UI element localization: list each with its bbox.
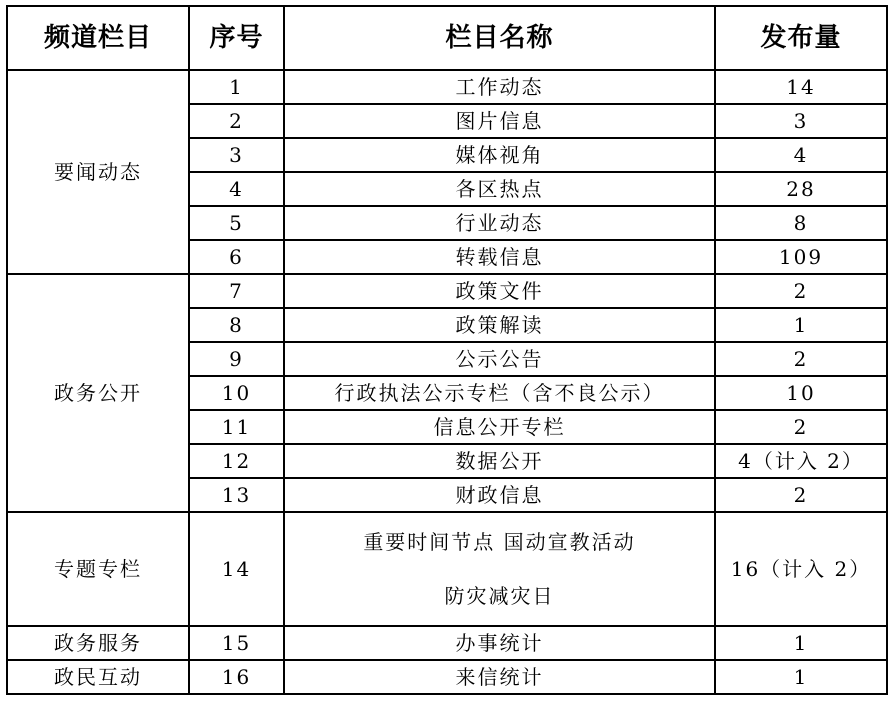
name-cell: 公示公告: [284, 342, 715, 376]
name-cell: 信息公开专栏: [284, 410, 715, 444]
name-cell: 来信统计: [284, 660, 715, 694]
count-cell: 1: [715, 626, 887, 660]
count-cell: 10: [715, 376, 887, 410]
index-cell: 10: [189, 376, 284, 410]
table-row: [7, 274, 887, 308]
table-row: [7, 512, 887, 626]
count-cell: 16（计入 2）: [715, 512, 887, 626]
count-cell: 3: [715, 104, 887, 138]
index-cell: 9: [189, 342, 284, 376]
index-cell: 15: [189, 626, 284, 660]
channel-cell: 要闻动态: [7, 70, 189, 274]
count-cell: 2: [715, 478, 887, 512]
table-row: [7, 660, 887, 694]
count-cell: 2: [715, 274, 887, 308]
name-cell: 图片信息: [284, 104, 715, 138]
count-cell: 28: [715, 172, 887, 206]
header-count: 发布量: [715, 6, 887, 70]
name-line: 重要时间节点 国动宣教活动: [363, 530, 636, 554]
publication-stats-table: [6, 5, 888, 695]
count-cell: 4: [715, 138, 887, 172]
name-cell: 行业动态: [284, 206, 715, 240]
channel-cell: 政民互动: [7, 660, 189, 694]
count-cell: 1: [715, 660, 887, 694]
index-cell: 16: [189, 660, 284, 694]
count-cell: 2: [715, 410, 887, 444]
name-cell: 办事统计: [284, 626, 715, 660]
table-row: [7, 626, 887, 660]
header-channel: 频道栏目: [7, 6, 189, 70]
index-cell: 4: [189, 172, 284, 206]
name-cell: 各区热点: [284, 172, 715, 206]
count-cell: 2: [715, 342, 887, 376]
index-cell: 3: [189, 138, 284, 172]
name-cell: 政策解读: [284, 308, 715, 342]
count-cell: 1: [715, 308, 887, 342]
name-cell: 行政执法公示专栏（含不良公示）: [284, 376, 715, 410]
header-row: [7, 6, 887, 70]
index-cell: 7: [189, 274, 284, 308]
name-cell: 媒体视角: [284, 138, 715, 172]
index-cell: 6: [189, 240, 284, 274]
name-cell: 政策文件: [284, 274, 715, 308]
index-cell: 5: [189, 206, 284, 240]
count-cell: 4（计入 2）: [715, 444, 887, 478]
count-cell: 109: [715, 240, 887, 274]
channel-cell: 政务公开: [7, 274, 189, 512]
index-cell: 8: [189, 308, 284, 342]
table-row: [7, 70, 887, 104]
channel-cell: 专题专栏: [7, 512, 189, 626]
header-index: 序号: [189, 6, 284, 70]
index-cell: 14: [189, 512, 284, 626]
name-cell: 财政信息: [284, 478, 715, 512]
index-cell: 13: [189, 478, 284, 512]
header-name: 栏目名称: [284, 6, 715, 70]
index-cell: 2: [189, 104, 284, 138]
name-cell: 转载信息: [284, 240, 715, 274]
name-line: 防灾减灾日: [444, 584, 555, 608]
index-cell: 11: [189, 410, 284, 444]
index-cell: 12: [189, 444, 284, 478]
count-cell: 8: [715, 206, 887, 240]
index-cell: 1: [189, 70, 284, 104]
count-cell: 14: [715, 70, 887, 104]
name-cell: 数据公开: [284, 444, 715, 478]
name-cell: 工作动态: [284, 70, 715, 104]
name-cell: [284, 512, 715, 626]
channel-cell: 政务服务: [7, 626, 189, 660]
